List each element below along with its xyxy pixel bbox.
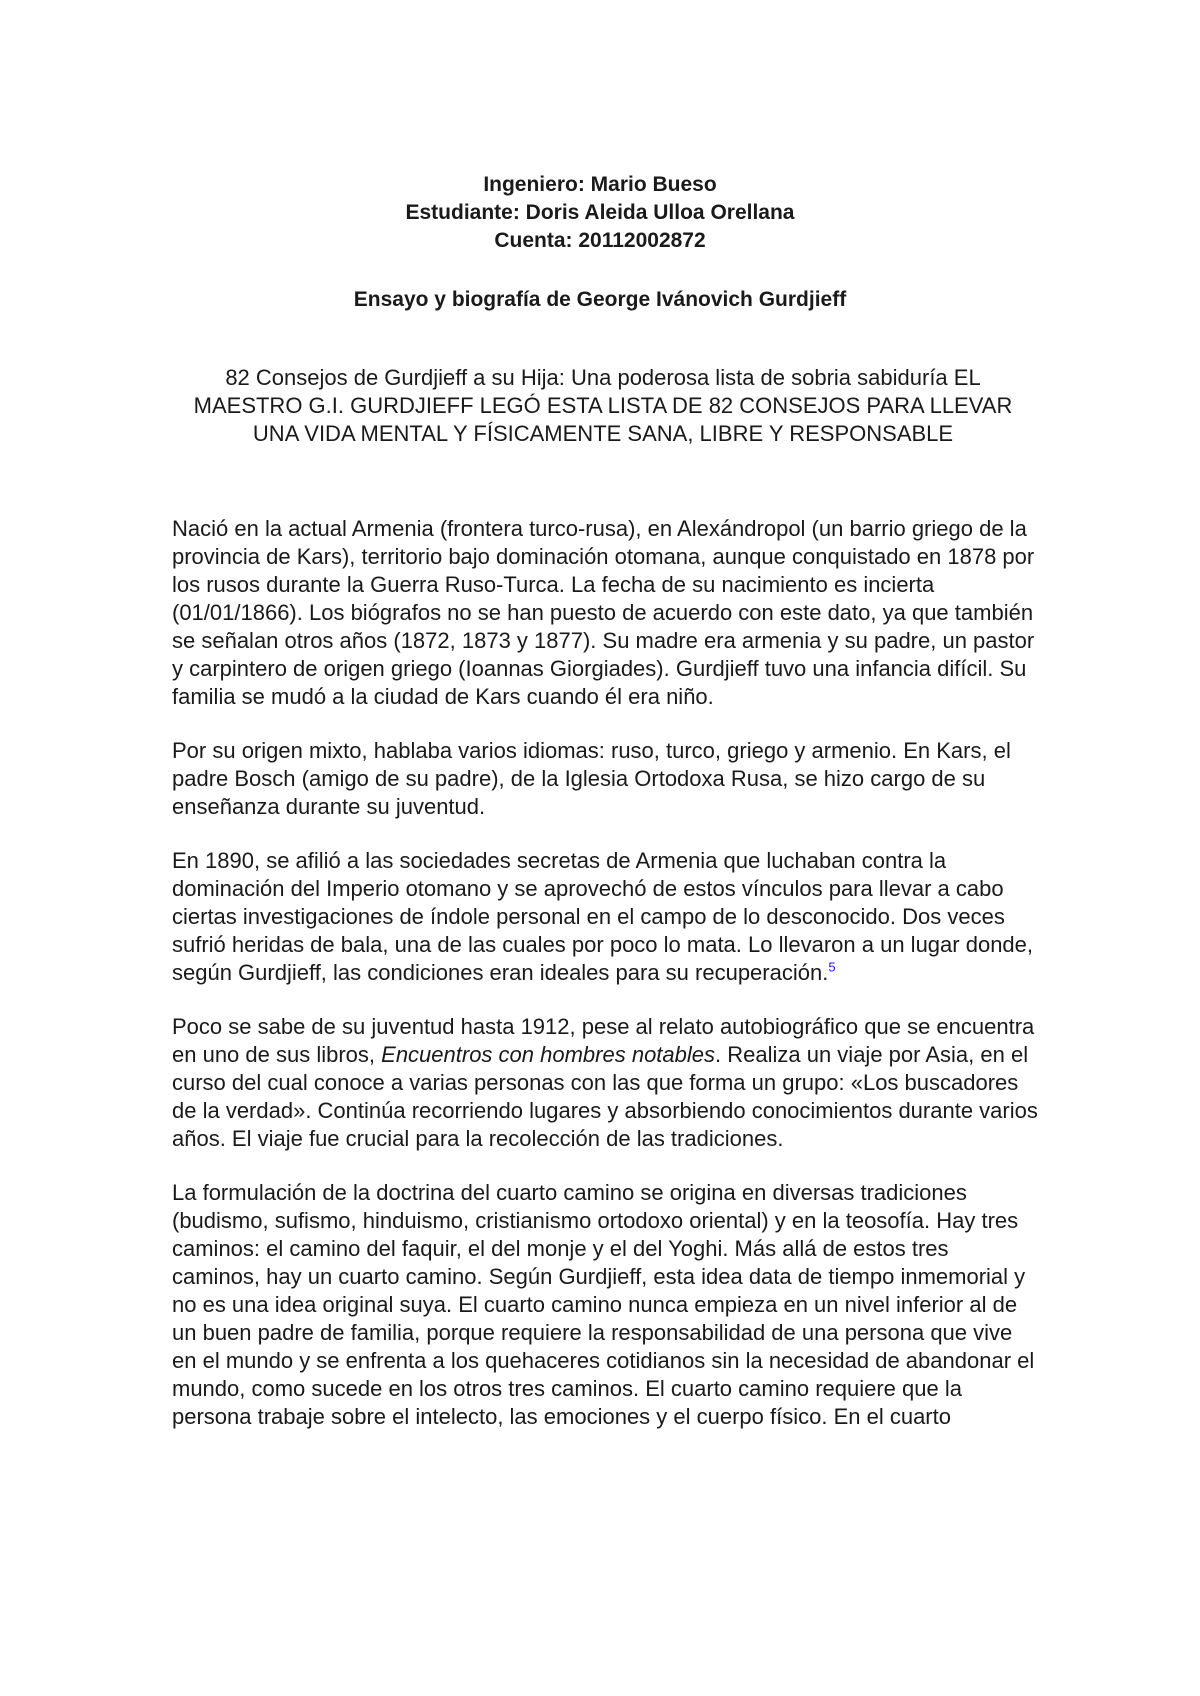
paragraph-languages: Por su origen mixto, hablaba varios idiomas: ruso, turco, griego y armenio. En Kars, el padre Bosch (amigo de su padre), de la Iglesia Ortodoxa Rusa, se hizo cargo de su enseñanza durante su juventud. bbox=[172, 738, 1011, 819]
paragraph-youth-text-end: . Realiza un viaje por Asia, en el curso del cual conoce a varias personas con las que forma un grupo: «Los buscadores de la verdad». Continúa recorriendo lugares y absorbiendo conocimientos durante varios años. El viaje fue crucial para la recolección de las tradiciones. bbox=[172, 1042, 1038, 1151]
essay-title: Ensayo y biografía de George Ivánovich Gurdjieff bbox=[353, 288, 847, 311]
footnote-link-5[interactable]: 5 bbox=[828, 959, 836, 975]
paragraph-secret-societies-text: En 1890, se afilió a las sociedades secretas de Armenia que luchaban contra la dominación del Imperio otomano y se aprovechó de estos vínculos para llevar a cabo ciertas investigaciones de índole personal en el campo de lo desconocido. Dos veces sufrió heridas de bala, una de las cuales por poco lo mata. Lo llevaron a un lugar donde, según Gurdjieff, las condiciones eran ideales para su recuperación. bbox=[172, 848, 1034, 985]
paragraph-youth-text-start: Poco se sabe de su juventud hasta 1912, pese al relato autobiográfico que se encuentra en uno de sus libros, bbox=[172, 1014, 1035, 1067]
document-header bbox=[0, 171, 1200, 255]
paragraph-youth bbox=[172, 1013, 1042, 1153]
paragraph-birth: Nació en la actual Armenia (frontera turco-rusa), en Alexándropol (un barrio griego de la provincia de Kars), territorio bajo dominación otomana, aunque conquistado en 1878 por los rusos durante la Guerra Ruso-Turca. La fecha de su nacimiento es incierta (01/01/1866). Los biógrafos no se han puesto de acuerdo con este dato, ya que también se señalan otros años (1872, 1873 y 1877). Su madre era armenia y su padre, un pastor y carpintero de origen griego (Ioannas Giorgiades). Gurdjieff tuvo una infancia difícil. Su familia se mudó a la ciudad de Kars cuando él era niño. bbox=[172, 516, 1035, 709]
book-title: Encuentros con hombres notables bbox=[381, 1042, 716, 1067]
engineer-line: Ingeniero: Mario Bueso bbox=[483, 173, 717, 196]
essay-body bbox=[172, 515, 1042, 1431]
essay-subtitle: 82 Consejos de Gurdjieff a su Hija: Una poderosa lista de sobria sabiduría EL MAESTRO G.I. GURDJIEFF LEGÓ ESTA LISTA DE 82 CONSEJOS PARA LLEVAR UNA VIDA MENTAL Y FÍSICAMENTE SANA, LIBRE Y RESPONSABLE bbox=[193, 365, 1013, 446]
paragraph-fourth-way: La formulación de la doctrina del cuarto camino se origina en diversas tradiciones (budismo, sufismo, hinduismo, cristianismo ortodoxo oriental) y en la teosofía. Hay tres caminos: el camino del faquir, el del monje y el del Yoghi. Más allá de estos tres caminos, hay un cuarto camino. Según Gurdjieff, esta idea data de tiempo inmemorial y no es una idea original suya. El cuarto camino nunca empieza en un nivel inferior al de un buen padre de familia, porque requiere la responsabilidad de una persona que vive en el mundo y se enfrenta a los quehaceres cotidianos sin la necesidad de abandonar el mundo, como sucede en los otros tres caminos. El cuarto camino requiere que la persona trabaje sobre el intelecto, las emociones y el cuerpo físico. En el cuarto bbox=[172, 1180, 1035, 1429]
student-line: Estudiante: Doris Aleida Ulloa Orellana bbox=[405, 201, 795, 224]
paragraph-secret-societies bbox=[172, 847, 1042, 987]
account-line: Cuenta: 20112002872 bbox=[494, 229, 706, 252]
